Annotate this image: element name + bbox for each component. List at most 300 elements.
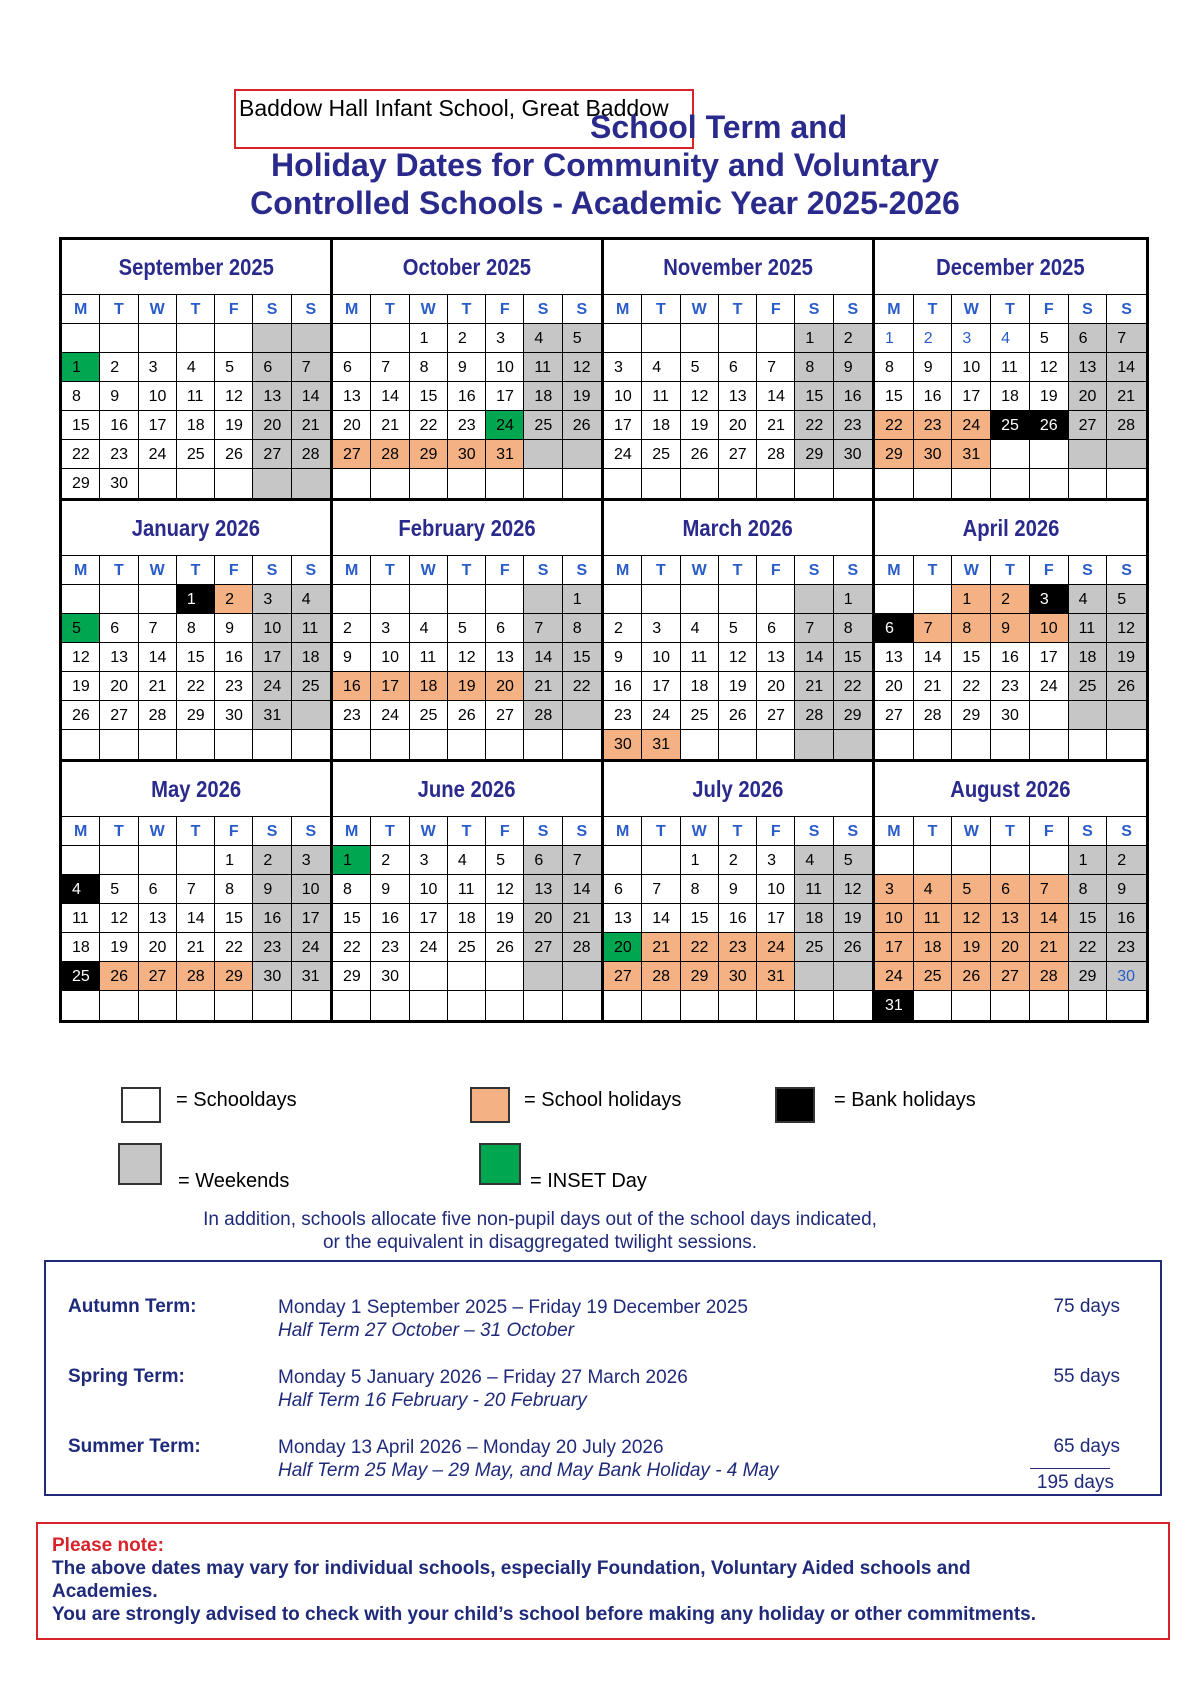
day-cell: 26 bbox=[1030, 411, 1069, 440]
day-cell bbox=[914, 469, 953, 498]
day-cell: 4 bbox=[177, 353, 215, 382]
day-cell: 1 bbox=[875, 324, 914, 353]
day-cell bbox=[604, 324, 642, 353]
weekday-header: W bbox=[139, 556, 177, 585]
day-cell: 24 bbox=[642, 701, 680, 730]
total-divider bbox=[1030, 1468, 1110, 1469]
day-cell: 11 bbox=[681, 643, 719, 672]
please-note-heading: Please note: bbox=[52, 1535, 164, 1556]
day-cell: 29 bbox=[795, 440, 833, 469]
weekday-header: S bbox=[524, 817, 562, 846]
day-cell: 14 bbox=[139, 643, 177, 672]
day-cell: 23 bbox=[991, 672, 1030, 701]
weekday-header: F bbox=[486, 295, 524, 324]
day-cell bbox=[177, 991, 215, 1020]
day-cell: 25 bbox=[991, 411, 1030, 440]
day-cell bbox=[292, 991, 330, 1020]
day-cell bbox=[100, 991, 138, 1020]
day-cell: 11 bbox=[642, 382, 680, 411]
day-cell: 9 bbox=[448, 353, 486, 382]
day-cell: 13 bbox=[604, 904, 642, 933]
day-cell: 8 bbox=[834, 614, 872, 643]
day-cell: 29 bbox=[62, 469, 100, 498]
day-cell: 26 bbox=[719, 701, 757, 730]
day-cell: 9 bbox=[604, 643, 642, 672]
day-cell: 27 bbox=[524, 933, 562, 962]
weekday-header: F bbox=[1030, 295, 1069, 324]
day-cell: 29 bbox=[952, 701, 991, 730]
day-cell bbox=[215, 730, 253, 759]
day-cell: 21 bbox=[642, 933, 680, 962]
day-cell: 15 bbox=[62, 411, 100, 440]
day-cell: 20 bbox=[604, 933, 642, 962]
weekday-header: S bbox=[292, 556, 330, 585]
weekday-header: S bbox=[1107, 295, 1146, 324]
day-cell: 17 bbox=[604, 411, 642, 440]
day-cell bbox=[795, 962, 833, 991]
day-cell: 7 bbox=[139, 614, 177, 643]
spring-term-range: Monday 5 January 2026 – Friday 27 March 2026 bbox=[278, 1367, 688, 1388]
day-cell bbox=[1107, 469, 1146, 498]
day-cell bbox=[681, 730, 719, 759]
weekday-header: M bbox=[604, 295, 642, 324]
day-cell bbox=[333, 585, 371, 614]
day-cell: 18 bbox=[177, 411, 215, 440]
day-cell: 31 bbox=[253, 701, 291, 730]
day-cell bbox=[604, 469, 642, 498]
day-cell: 31 bbox=[875, 991, 914, 1020]
day-cell bbox=[1030, 730, 1069, 759]
day-cell bbox=[410, 469, 448, 498]
day-cell: 20 bbox=[486, 672, 524, 701]
day-cell bbox=[952, 469, 991, 498]
weekday-header: S bbox=[524, 556, 562, 585]
day-cell: 12 bbox=[834, 875, 872, 904]
weekday-header: M bbox=[62, 817, 100, 846]
day-cell: 27 bbox=[875, 701, 914, 730]
day-cell: 4 bbox=[914, 875, 953, 904]
day-cell bbox=[524, 991, 562, 1020]
day-cell: 27 bbox=[253, 440, 291, 469]
day-cell: 13 bbox=[991, 904, 1030, 933]
weekday-header: F bbox=[757, 295, 795, 324]
day-cell bbox=[100, 846, 138, 875]
weekday-header: S bbox=[253, 556, 291, 585]
day-cell: 17 bbox=[1030, 643, 1069, 672]
day-cell bbox=[952, 730, 991, 759]
day-cell: 6 bbox=[524, 846, 562, 875]
day-cell: 21 bbox=[914, 672, 953, 701]
day-cell: 5 bbox=[448, 614, 486, 643]
day-cell: 7 bbox=[524, 614, 562, 643]
day-cell: 24 bbox=[410, 933, 448, 962]
day-cell: 28 bbox=[1030, 962, 1069, 991]
day-cell: 11 bbox=[292, 614, 330, 643]
day-cell: 30 bbox=[914, 440, 953, 469]
day-cell: 6 bbox=[100, 614, 138, 643]
day-cell: 18 bbox=[524, 382, 562, 411]
day-cell: 24 bbox=[757, 933, 795, 962]
day-cell: 15 bbox=[410, 382, 448, 411]
day-cell: 11 bbox=[62, 904, 100, 933]
weekday-header: T bbox=[448, 556, 486, 585]
day-cell: 5 bbox=[1030, 324, 1069, 353]
day-cell: 6 bbox=[991, 875, 1030, 904]
weekday-header: S bbox=[1069, 817, 1108, 846]
day-cell bbox=[642, 585, 680, 614]
month-day-grid bbox=[875, 556, 1146, 759]
day-cell: 25 bbox=[524, 411, 562, 440]
day-cell: 2 bbox=[333, 614, 371, 643]
summer-term-days: 65 days bbox=[1053, 1436, 1120, 1457]
day-cell: 14 bbox=[371, 382, 409, 411]
day-cell bbox=[795, 585, 833, 614]
day-cell: 22 bbox=[834, 672, 872, 701]
day-cell: 23 bbox=[834, 411, 872, 440]
day-cell: 17 bbox=[410, 904, 448, 933]
day-cell: 5 bbox=[834, 846, 872, 875]
day-cell: 5 bbox=[719, 614, 757, 643]
day-cell: 29 bbox=[681, 962, 719, 991]
day-cell: 16 bbox=[333, 672, 371, 701]
weekday-header: S bbox=[1069, 556, 1108, 585]
day-cell: 14 bbox=[563, 875, 601, 904]
day-cell: 17 bbox=[486, 382, 524, 411]
day-cell: 11 bbox=[524, 353, 562, 382]
day-cell: 4 bbox=[795, 846, 833, 875]
weekday-header: W bbox=[681, 817, 719, 846]
day-cell: 18 bbox=[795, 904, 833, 933]
weekday-header: M bbox=[333, 817, 371, 846]
day-cell: 12 bbox=[681, 382, 719, 411]
day-cell: 4 bbox=[524, 324, 562, 353]
inset-day-swatch bbox=[479, 1143, 521, 1185]
day-cell: 17 bbox=[757, 904, 795, 933]
day-cell: 8 bbox=[177, 614, 215, 643]
day-cell: 3 bbox=[292, 846, 330, 875]
day-cell bbox=[410, 962, 448, 991]
weekday-header: S bbox=[563, 556, 601, 585]
day-cell: 26 bbox=[486, 933, 524, 962]
day-cell: 20 bbox=[875, 672, 914, 701]
spring-term-dates bbox=[278, 1366, 688, 1412]
day-cell bbox=[524, 440, 562, 469]
day-cell bbox=[253, 730, 291, 759]
day-cell: 16 bbox=[914, 382, 953, 411]
weekday-header: W bbox=[952, 295, 991, 324]
day-cell: 16 bbox=[719, 904, 757, 933]
day-cell: 3 bbox=[875, 875, 914, 904]
month-name: May 2026 bbox=[150, 776, 242, 802]
day-cell: 9 bbox=[914, 353, 953, 382]
day-cell bbox=[719, 585, 757, 614]
day-cell: 1 bbox=[795, 324, 833, 353]
day-cell: 8 bbox=[333, 875, 371, 904]
day-cell: 31 bbox=[757, 962, 795, 991]
day-cell bbox=[253, 991, 291, 1020]
weekday-header: W bbox=[410, 295, 448, 324]
day-cell: 20 bbox=[1069, 382, 1108, 411]
day-cell: 14 bbox=[757, 382, 795, 411]
day-cell: 13 bbox=[719, 382, 757, 411]
weekday-header: S bbox=[563, 817, 601, 846]
month-title bbox=[875, 762, 1146, 817]
day-cell bbox=[333, 324, 371, 353]
day-cell bbox=[834, 991, 872, 1020]
day-cell: 1 bbox=[410, 324, 448, 353]
weekday-header: F bbox=[486, 817, 524, 846]
day-cell: 13 bbox=[486, 643, 524, 672]
weekday-header: T bbox=[914, 817, 953, 846]
note-line-1: In addition, schools allocate five non-pupil days out of the school days indicated, bbox=[203, 1209, 877, 1230]
day-cell: 9 bbox=[100, 382, 138, 411]
month-block bbox=[604, 501, 875, 762]
day-cell: 8 bbox=[215, 875, 253, 904]
day-cell: 24 bbox=[139, 440, 177, 469]
day-cell: 30 bbox=[448, 440, 486, 469]
day-cell bbox=[719, 469, 757, 498]
day-cell: 15 bbox=[834, 643, 872, 672]
day-cell: 24 bbox=[875, 962, 914, 991]
day-cell bbox=[991, 440, 1030, 469]
day-cell: 5 bbox=[1107, 585, 1146, 614]
day-cell bbox=[757, 469, 795, 498]
day-cell: 24 bbox=[292, 933, 330, 962]
day-cell: 1 bbox=[834, 585, 872, 614]
day-cell: 24 bbox=[253, 672, 291, 701]
day-cell: 9 bbox=[333, 643, 371, 672]
day-cell: 22 bbox=[177, 672, 215, 701]
day-cell: 10 bbox=[292, 875, 330, 904]
day-cell: 20 bbox=[719, 411, 757, 440]
day-cell: 26 bbox=[215, 440, 253, 469]
day-cell: 29 bbox=[410, 440, 448, 469]
day-cell: 8 bbox=[795, 353, 833, 382]
day-cell bbox=[410, 991, 448, 1020]
weekday-header: T bbox=[371, 295, 409, 324]
month-name: February 2026 bbox=[398, 515, 536, 541]
day-cell: 11 bbox=[1069, 614, 1108, 643]
day-cell: 20 bbox=[757, 672, 795, 701]
day-cell: 6 bbox=[875, 614, 914, 643]
day-cell bbox=[875, 585, 914, 614]
day-cell: 16 bbox=[604, 672, 642, 701]
day-cell bbox=[139, 469, 177, 498]
day-cell: 2 bbox=[1107, 846, 1146, 875]
day-cell bbox=[486, 730, 524, 759]
month-name: August 2026 bbox=[950, 776, 1071, 802]
day-cell bbox=[371, 469, 409, 498]
day-cell: 9 bbox=[834, 353, 872, 382]
day-cell: 12 bbox=[486, 875, 524, 904]
weekday-header: W bbox=[139, 295, 177, 324]
day-cell: 31 bbox=[952, 440, 991, 469]
month-block bbox=[333, 501, 604, 762]
weekday-header: M bbox=[875, 295, 914, 324]
please-note-box bbox=[36, 1522, 1170, 1640]
day-cell: 28 bbox=[795, 701, 833, 730]
day-cell: 17 bbox=[642, 672, 680, 701]
day-cell: 23 bbox=[1107, 933, 1146, 962]
day-cell bbox=[681, 585, 719, 614]
day-cell: 6 bbox=[253, 353, 291, 382]
day-cell: 20 bbox=[139, 933, 177, 962]
weekday-header: T bbox=[371, 556, 409, 585]
month-block bbox=[604, 240, 875, 501]
day-cell bbox=[292, 469, 330, 498]
day-cell: 2 bbox=[100, 353, 138, 382]
day-cell: 3 bbox=[253, 585, 291, 614]
legend-schooldays: = Schooldays bbox=[176, 1089, 297, 1111]
day-cell bbox=[1107, 991, 1146, 1020]
weekday-header: T bbox=[914, 556, 953, 585]
day-cell: 23 bbox=[100, 440, 138, 469]
weekday-header: T bbox=[100, 817, 138, 846]
day-cell: 13 bbox=[1069, 353, 1108, 382]
day-cell: 3 bbox=[757, 846, 795, 875]
day-cell: 15 bbox=[1069, 904, 1108, 933]
weekday-header: M bbox=[62, 556, 100, 585]
day-cell bbox=[253, 324, 291, 353]
day-cell: 28 bbox=[563, 933, 601, 962]
day-cell: 5 bbox=[681, 353, 719, 382]
day-cell: 2 bbox=[719, 846, 757, 875]
day-cell bbox=[757, 324, 795, 353]
day-cell bbox=[371, 730, 409, 759]
day-cell: 25 bbox=[62, 962, 100, 991]
weekday-header: M bbox=[333, 556, 371, 585]
weekday-header: W bbox=[952, 817, 991, 846]
day-cell: 14 bbox=[177, 904, 215, 933]
day-cell: 7 bbox=[292, 353, 330, 382]
day-cell: 22 bbox=[681, 933, 719, 962]
day-cell bbox=[875, 469, 914, 498]
day-cell: 27 bbox=[757, 701, 795, 730]
day-cell: 17 bbox=[875, 933, 914, 962]
day-cell: 19 bbox=[100, 933, 138, 962]
day-cell: 25 bbox=[1069, 672, 1108, 701]
day-cell: 14 bbox=[524, 643, 562, 672]
month-block bbox=[875, 762, 1146, 1020]
weekday-header: T bbox=[448, 295, 486, 324]
day-cell: 15 bbox=[177, 643, 215, 672]
day-cell: 4 bbox=[642, 353, 680, 382]
month-name: June 2026 bbox=[418, 776, 516, 802]
weekday-header: T bbox=[719, 295, 757, 324]
day-cell: 3 bbox=[1030, 585, 1069, 614]
day-cell: 18 bbox=[410, 672, 448, 701]
total-days: 195 days bbox=[1036, 1472, 1114, 1493]
day-cell: 20 bbox=[100, 672, 138, 701]
day-cell bbox=[215, 324, 253, 353]
day-cell bbox=[757, 585, 795, 614]
day-cell: 11 bbox=[795, 875, 833, 904]
day-cell: 4 bbox=[62, 875, 100, 904]
weekday-header: M bbox=[333, 295, 371, 324]
day-cell bbox=[991, 469, 1030, 498]
day-cell bbox=[991, 846, 1030, 875]
day-cell: 16 bbox=[991, 643, 1030, 672]
weekday-header: S bbox=[563, 295, 601, 324]
day-cell: 22 bbox=[563, 672, 601, 701]
day-cell: 19 bbox=[952, 933, 991, 962]
day-cell bbox=[253, 469, 291, 498]
day-cell: 21 bbox=[563, 904, 601, 933]
month-day-grid bbox=[333, 817, 601, 1020]
day-cell: 9 bbox=[215, 614, 253, 643]
day-cell: 8 bbox=[952, 614, 991, 643]
month-day-grid bbox=[62, 556, 330, 759]
day-cell: 12 bbox=[563, 353, 601, 382]
day-cell bbox=[139, 730, 177, 759]
day-cell: 13 bbox=[333, 382, 371, 411]
day-cell: 22 bbox=[62, 440, 100, 469]
day-cell bbox=[410, 585, 448, 614]
day-cell: 29 bbox=[177, 701, 215, 730]
day-cell bbox=[1107, 730, 1146, 759]
day-cell: 11 bbox=[991, 353, 1030, 382]
day-cell: 7 bbox=[642, 875, 680, 904]
day-cell: 27 bbox=[719, 440, 757, 469]
day-cell bbox=[1030, 440, 1069, 469]
weekday-header: T bbox=[177, 556, 215, 585]
day-cell: 17 bbox=[139, 411, 177, 440]
day-cell: 2 bbox=[834, 324, 872, 353]
day-cell: 8 bbox=[563, 614, 601, 643]
weekday-header: T bbox=[642, 556, 680, 585]
day-cell: 18 bbox=[292, 643, 330, 672]
day-cell: 15 bbox=[681, 904, 719, 933]
day-cell: 24 bbox=[604, 440, 642, 469]
day-cell bbox=[719, 991, 757, 1020]
day-cell bbox=[524, 469, 562, 498]
weekday-header: S bbox=[1069, 295, 1108, 324]
day-cell bbox=[914, 846, 953, 875]
day-cell: 28 bbox=[642, 962, 680, 991]
weekday-header: T bbox=[448, 817, 486, 846]
day-cell: 1 bbox=[563, 585, 601, 614]
day-cell: 5 bbox=[215, 353, 253, 382]
day-cell bbox=[448, 962, 486, 991]
day-cell bbox=[100, 730, 138, 759]
day-cell: 26 bbox=[834, 933, 872, 962]
day-cell: 19 bbox=[448, 672, 486, 701]
weekday-header: M bbox=[62, 295, 100, 324]
day-cell: 21 bbox=[757, 411, 795, 440]
day-cell: 26 bbox=[563, 411, 601, 440]
weekday-header: T bbox=[100, 556, 138, 585]
day-cell bbox=[563, 440, 601, 469]
month-name: January 2026 bbox=[131, 515, 261, 541]
day-cell: 16 bbox=[253, 904, 291, 933]
month-day-grid bbox=[875, 817, 1146, 1020]
day-cell: 18 bbox=[991, 382, 1030, 411]
summer-term-dates bbox=[278, 1436, 779, 1482]
day-cell: 14 bbox=[642, 904, 680, 933]
day-cell: 7 bbox=[914, 614, 953, 643]
day-cell: 5 bbox=[563, 324, 601, 353]
month-name: September 2025 bbox=[118, 254, 274, 280]
day-cell bbox=[914, 585, 953, 614]
day-cell bbox=[604, 846, 642, 875]
day-cell bbox=[914, 730, 953, 759]
day-cell: 25 bbox=[177, 440, 215, 469]
day-cell: 7 bbox=[563, 846, 601, 875]
day-cell: 25 bbox=[681, 701, 719, 730]
day-cell bbox=[563, 991, 601, 1020]
day-cell bbox=[333, 469, 371, 498]
day-cell: 4 bbox=[681, 614, 719, 643]
